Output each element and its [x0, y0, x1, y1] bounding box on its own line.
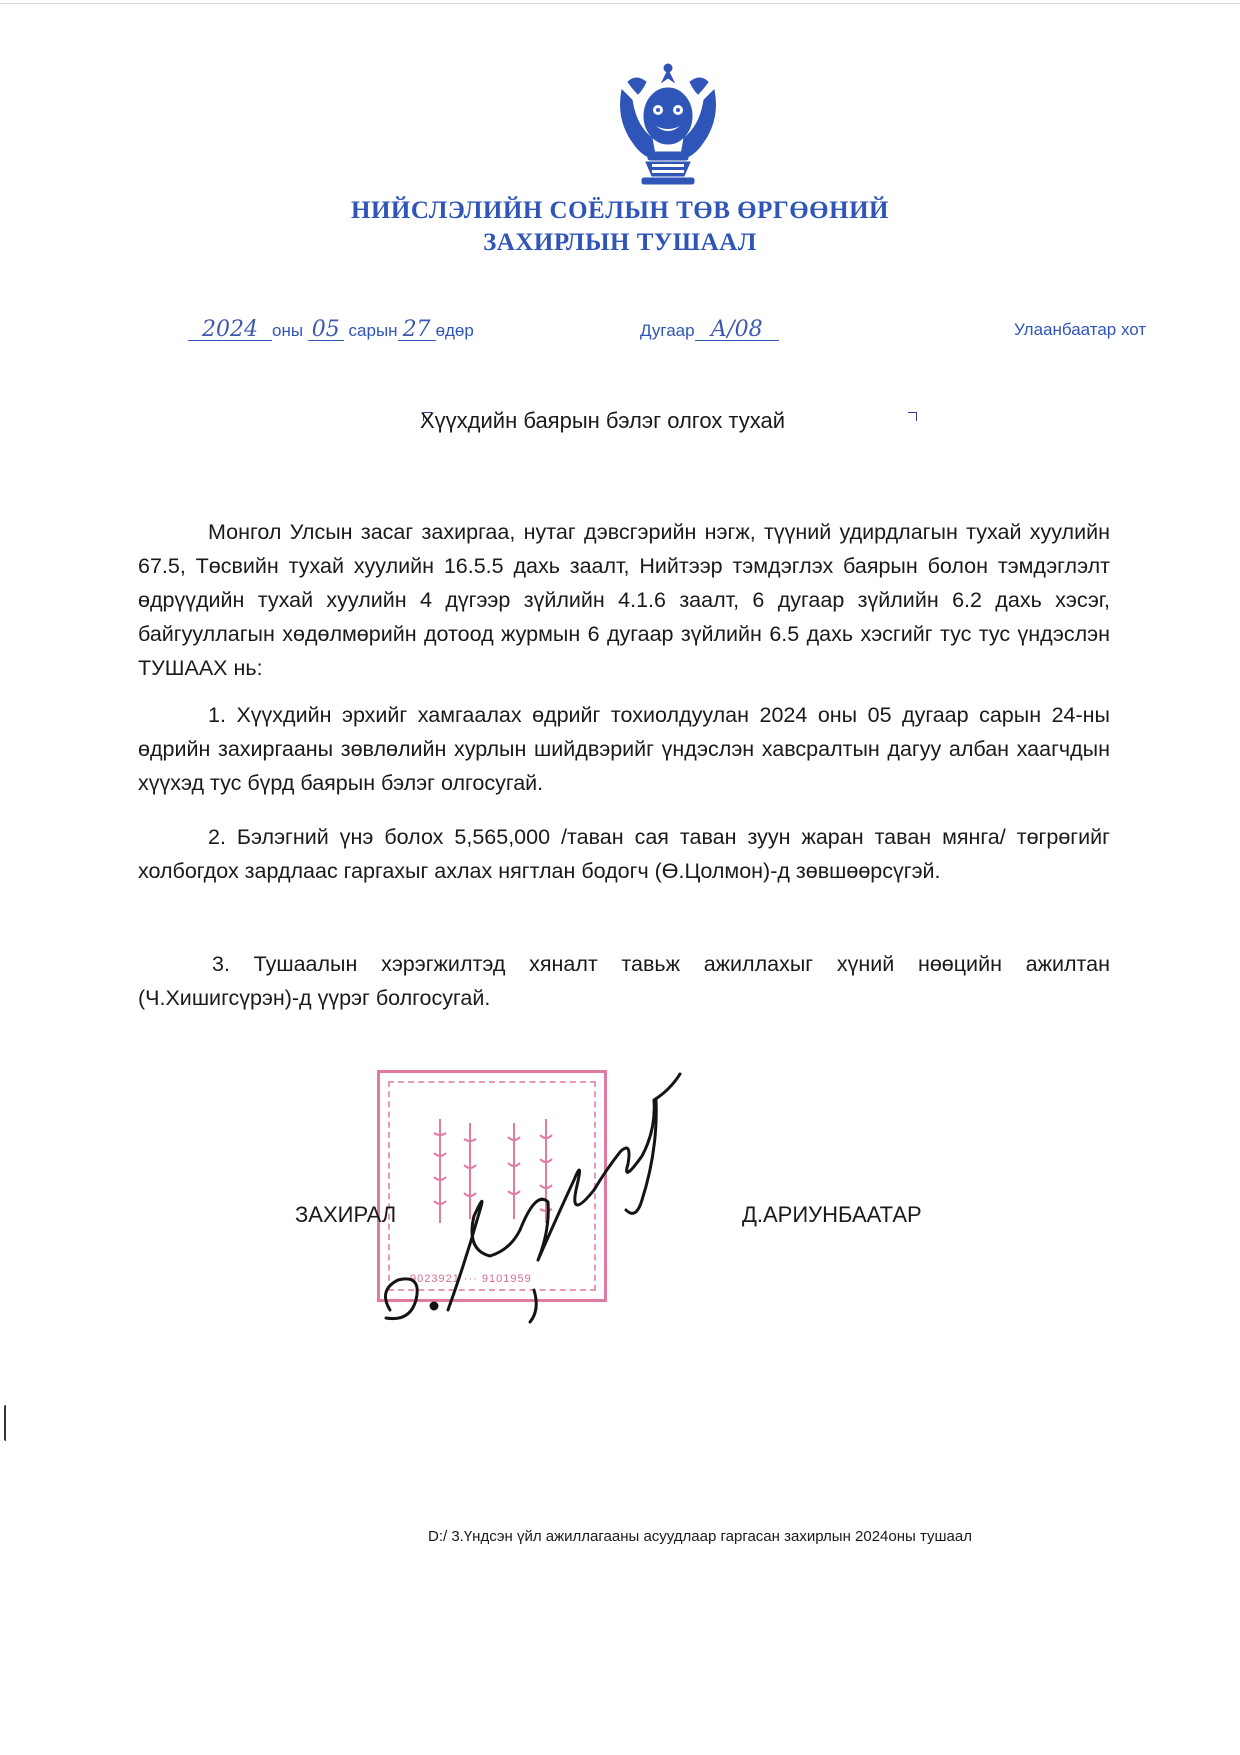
subject-bracket-right: [908, 412, 917, 421]
date-year-suffix: оны: [272, 321, 304, 340]
document-subject: Хүүхдийн баярын бэлэг олгох тухай: [420, 408, 786, 433]
signatory-title: ЗАХИРАЛ: [295, 1202, 397, 1227]
preamble-paragraph: Монгол Улсын засаг захиргаа, нутаг дэвсгэрийн нэгж, түүний удирдлагын тухай хуулийн 67.5, Төсвийн тухай хуулийн 16.5.5 дахь заалт, Нийтээр тэмдэглэх баярын болон тэмдэглэлт өдрүүдийн тухай хуулийн 4 дүгээр зүйлийн 4.1.6 заалт, 6 дугаар зүйлийн 6.2 дахь хэсэг, байгууллагын хөдөлмөрийн дотоод журмын 6 дугаар зүйлийн 6.5 дахь хэсгийг тус тус үндэслэн ТУШААХ нь:: [138, 520, 1110, 680]
state-emblem-icon: [612, 60, 724, 186]
date-day-suffix: өдөр: [435, 321, 474, 340]
date-month-suffix: сарын: [348, 321, 398, 340]
date-day-value: 27: [398, 320, 436, 341]
document-type-title: ЗАХИРЛЫН ТУШААЛ: [483, 229, 757, 256]
city-label: Улаанбаатар хот: [1014, 320, 1147, 339]
scan-edge-line: [0, 3, 1240, 4]
scan-edge-mark: [4, 1405, 9, 1441]
handwritten-signature: [370, 1060, 700, 1340]
order-item-1: 1. Хүүхдийн эрхийг хамгаалах өдрийг тохиолдуулан 2024 оны 05 дугаар сарын 24-ны өдрийн захиргааны зөвлөлийн хурлын шийдвэрийг үндэслэн хавсралтын дагуу албан хаагчдын хүүхэд тус бүрд баярын бэлэг олгосугай.: [138, 703, 1110, 795]
order-item-3: 3. Тушаалын хэрэгжилтэд хяналт тавьж ажиллахыг хүний нөөцийн ажилтан (Ч.Хишигсүрэн)-д үүрэг болгосугай.: [138, 952, 1110, 1010]
signatory-name: Д.АРИУНБААТАР: [742, 1202, 922, 1227]
organization-title-line1: НИЙСЛЭЛИЙН СОЁЛЫН ТӨВ ӨРГӨӨНИЙ: [351, 197, 889, 224]
file-path-footer: D:/ 3.Үндсэн үйл ажиллагааны асуудлаар гаргасан захирлын 2024оны тушаал: [428, 1528, 972, 1545]
document-number-value: А/08: [695, 320, 779, 341]
document-number-field: [640, 317, 779, 342]
date-field: [188, 317, 474, 342]
seal-registration-number: 9023921 ··· 9101959: [410, 1273, 532, 1285]
date-month-value: 05: [308, 320, 344, 341]
document-number-label: Дугаар: [640, 321, 695, 340]
date-year-value: 2024: [188, 320, 272, 341]
order-item-2: 2. Бэлэгний үнэ болох 5,565,000 /таван сая таван зуун жаран таван мянга/ төгрөгийг холбогдох зардлаас гаргахыг ахлах нягтлан бодогч (Ө.Цолмон)-д зөвшөөрсүгэй.: [138, 825, 1110, 883]
